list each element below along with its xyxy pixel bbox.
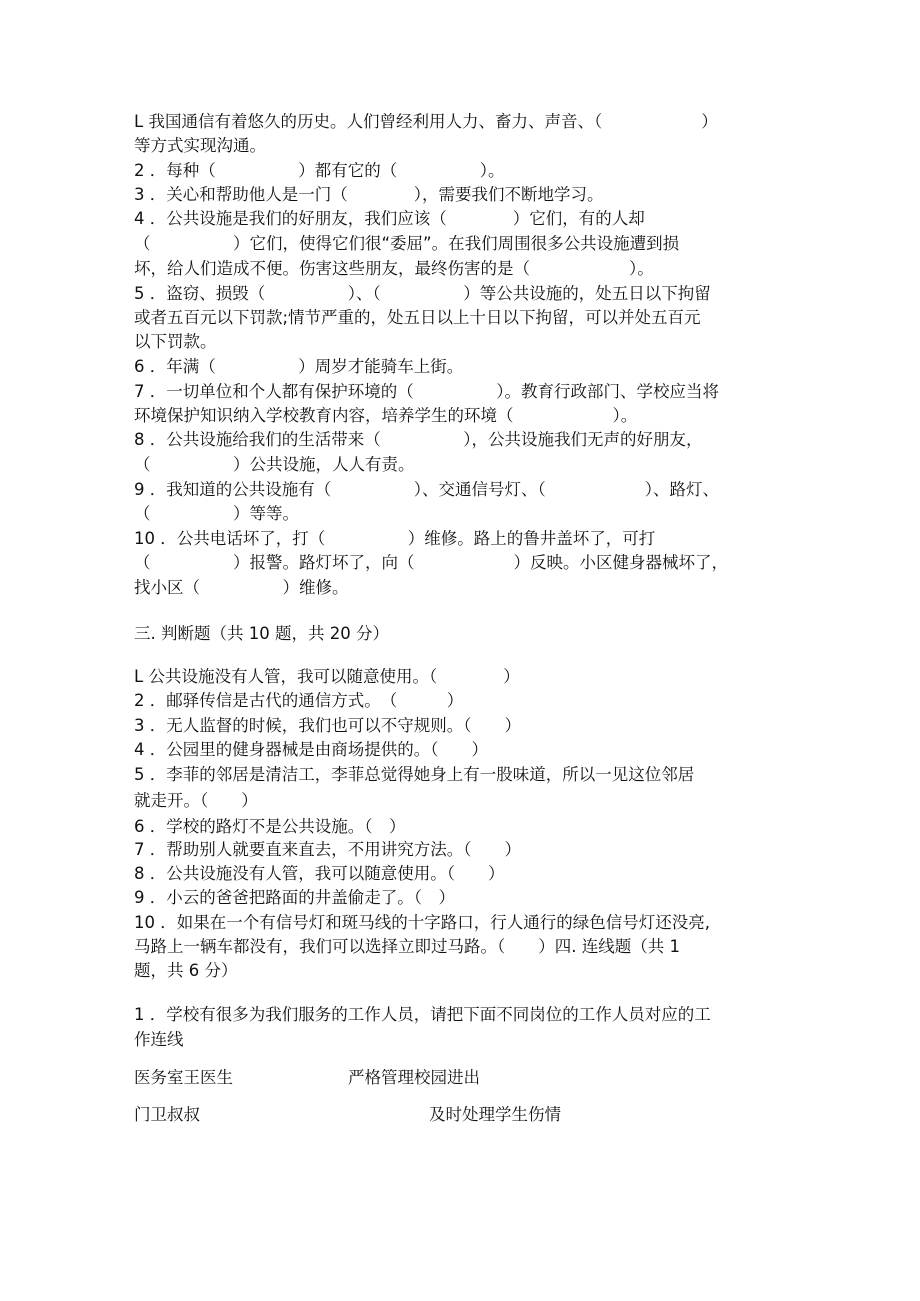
judge-line-7: 6 ．学校的路灯不是公共设施。（ ） — [134, 817, 406, 836]
matching-right-item-1[interactable]: 严格管理校园进出 — [348, 1068, 480, 1087]
fill-line-3: 2 ．每种（ ）都有它的（ ）。 — [134, 161, 505, 180]
judge-line-12: 马路上一辆车都没有，我们可以选择立即过马路。（ ）四. 连线题（共 1 — [134, 937, 680, 956]
judge-line-11: 10 ．如果在一个有信号灯和斑马线的十字路口，行人通行的绿色信号灯还没亮, — [134, 913, 710, 932]
fill-line-14: 8 ．公共设施给我们的生活带来（ ），公共设施我们无声的好朋友， — [134, 430, 703, 449]
fill-line-11: 6 ．年满（ ）周岁才能骑车上街。 — [134, 357, 464, 376]
fill-line-17: （ ）等等。 — [134, 504, 299, 523]
judge-line-8: 7 ．帮助别人就要直来直去，不用讲究方法。（ ） — [134, 840, 521, 859]
matching-right-item-2[interactable]: 及时处理学生伤情 — [429, 1105, 561, 1124]
fill-line-13: 环境保护知识纳入学校教育内容，培养学生的环境（ ）。 — [134, 406, 638, 425]
judgement-heading: 三. 判断题（共 10 题，共 20 分） — [134, 624, 389, 643]
fill-line-6: （ ）它们，使得它们很“委屈”。在我们周围很多公共设施遭到损 — [134, 234, 680, 253]
judge-line-9: 8 ．公共设施没有人管，我可以随意使用。（ ） — [134, 864, 505, 883]
matching-question-line-2: 作连线 — [134, 1030, 184, 1049]
fill-line-18: 10 ．公共电话坏了，打（ ）维修。路上的鲁井盖坏了，可打 — [134, 529, 656, 548]
fill-line-19: （ ）报警。路灯坏了，向（ ）反映。小区健身器械坏了， — [134, 553, 728, 572]
judge-line-1: L 公共设施没有人管，我可以随意使用。（ ） — [134, 667, 520, 686]
fill-line-12: 7 ．一切单位和个人都有保护环境的（ ）。教育行政部门、学校应当将 — [134, 382, 719, 401]
fill-line-1: L 我国通信有着悠久的历史。人们曾经利用人力、畜力、声音、（ ） — [134, 112, 718, 131]
fill-line-16: 9 ．我知道的公共设施有（ ）、交通信号灯、（ ）、路灯、 — [134, 480, 719, 499]
fill-line-7: 坏，给人们造成不便。伤害这些朋友，最终伤害的是（ ）。 — [134, 259, 654, 278]
judge-line-3: 3 ．无人监督的时候，我们也可以不守规则。（ ） — [134, 716, 521, 735]
judge-line-6: 就走开。（ ） — [134, 791, 258, 810]
fill-line-2: 等方式实现沟通。 — [134, 136, 266, 155]
matching-left-item-1[interactable]: 医务室王医生 — [134, 1068, 233, 1087]
fill-line-5: 4 ．公共设施是我们的好朋友，我们应该（ ）它们，有的人却 — [134, 209, 645, 228]
fill-line-10: 以下罚款。 — [134, 332, 217, 351]
matching-question-line-1: 1 ．学校有很多为我们服务的工作人员，请把下面不同岗位的工作人员对应的工 — [134, 1005, 711, 1024]
fill-line-20: 找小区（ ）维修。 — [134, 578, 349, 597]
fill-line-4: 3 ．关心和帮助他人是一门（ ），需要我们不断地学习。 — [134, 185, 604, 204]
matching-left-item-2[interactable]: 门卫叔叔 — [134, 1105, 200, 1124]
judge-line-2: 2 ．邮驿传信是古代的通信方式。 （ ） — [134, 691, 464, 710]
judge-line-4: 4 ．公园里的健身器械是由商场提供的。（ ） — [134, 740, 488, 759]
judge-line-13: 题，共 6 分） — [134, 961, 238, 980]
judge-line-5: 5 ．李菲的邻居是清洁工，李菲总觉得她身上有一股味道，所以一见这位邻居 — [134, 765, 695, 784]
fill-line-9: 或者五百元以下罚款;情节严重的，处五日以上十日以下拘留，可以并处五百元 — [134, 308, 701, 327]
judge-line-10: 9 ．小云的爸爸把路面的井盖偷走了。（ ） — [134, 888, 455, 907]
fill-line-15: （ ）公共设施，人人有责。 — [134, 455, 415, 474]
fill-line-8: 5 ．盗窃、损毁（ ）、（ ）等公共设施的，处五日以下拘留 — [134, 284, 711, 303]
